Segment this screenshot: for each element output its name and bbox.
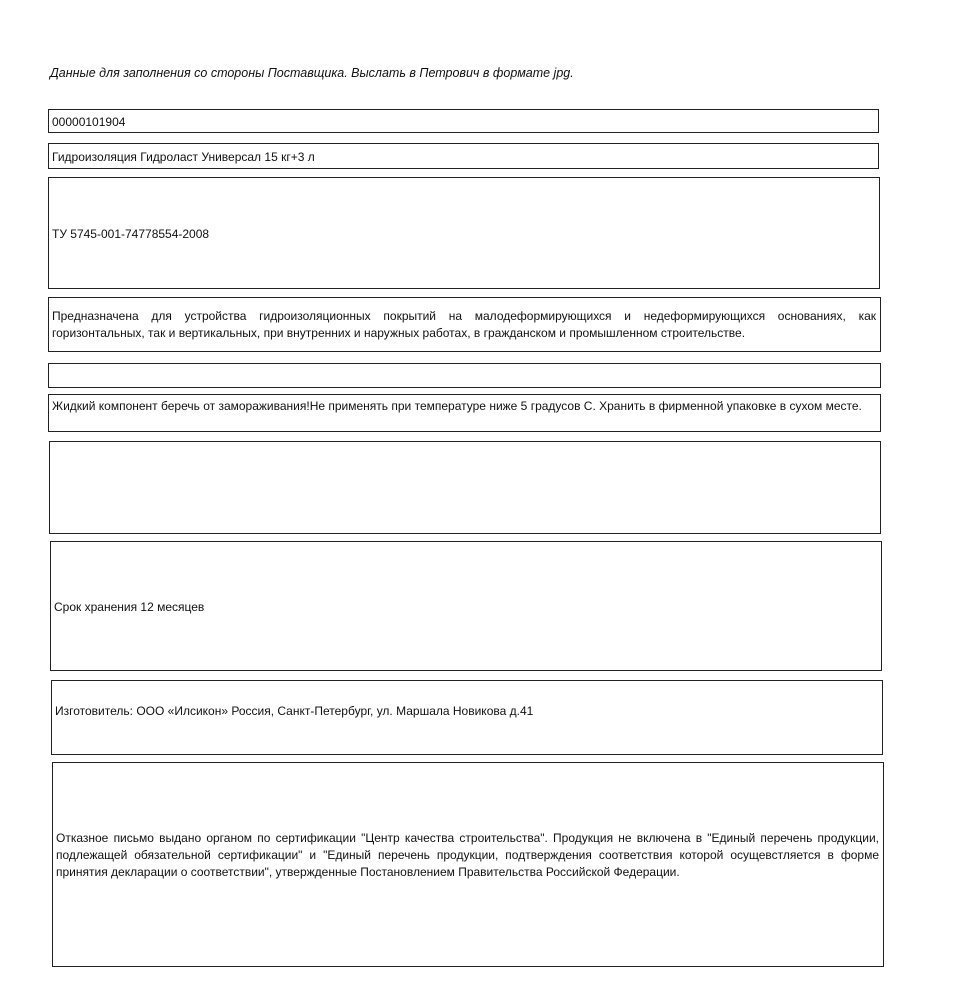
field-manufacturer bbox=[51, 680, 883, 755]
manufacturer-value: Изготовитель: ООО «Илсикон» Россия, Санкт-Петербург, ул. Маршала Новикова д.41 bbox=[55, 704, 534, 718]
field-certification bbox=[52, 762, 884, 967]
field-empty-1 bbox=[48, 363, 881, 388]
storage-conditions-value: Жидкий компонент беречь от замораживания!Не применять при температуре ниже 5 градусов С. Хранить в фирменной упаковке в сухом месте. bbox=[52, 399, 862, 413]
field-shelf-life bbox=[50, 541, 882, 671]
shelf-life-value: Срок хранения 12 месяцев bbox=[54, 600, 205, 614]
field-name bbox=[48, 143, 879, 169]
field-standard bbox=[48, 177, 880, 289]
standard-value: ТУ 5745-001-74778554-2008 bbox=[52, 227, 210, 241]
field-storage-conditions bbox=[48, 394, 881, 432]
code-value: 00000101904 bbox=[52, 115, 126, 129]
name-value: Гидроизоляция Гидроласт Универсал 15 кг+3 л bbox=[52, 150, 315, 164]
purpose-value: Предназначена для устройства гидроизоляционных покрытий на малодеформирующихся и недеформирующихся основаниях, как горизонтальных, так и вертикальных, при внутренних и наружных работах, в гражданском и промышленном строительстве. bbox=[52, 309, 876, 340]
field-code bbox=[48, 109, 879, 133]
field-empty-2 bbox=[49, 441, 881, 534]
page-instructions: Данные для заполнения со стороны Поставщика. Выслать в Петрович в формате jpg. bbox=[50, 66, 574, 80]
certification-value: Отказное письмо выдано органом по сертификации "Центр качества строительства". Продукция не включена в "Единый перечень продукции, подлежащей обязательной сертификации" и "Единый перечень продукции, подтверждения соответствия которой осущевстляется в форме принятия декларации о соответствии", утвержденные Постановлением Правительства Российской Федерации. bbox=[56, 831, 879, 879]
field-purpose bbox=[48, 297, 881, 352]
